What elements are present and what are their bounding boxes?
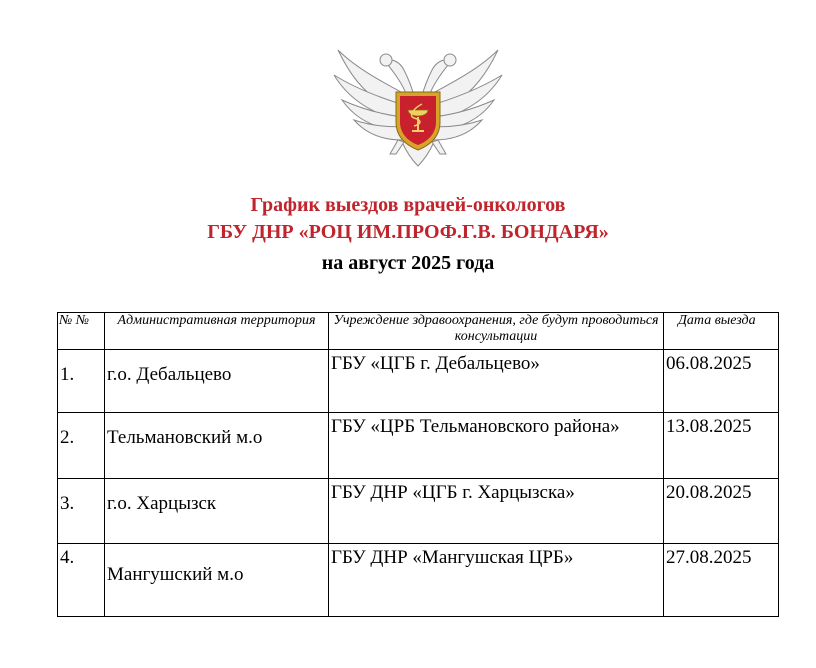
title-line-3: на август 2025 года: [321, 252, 495, 274]
row-date: 06.08.2025: [664, 350, 779, 413]
title-line-2: ГБУ ДНР «РОЦ ИМ.ПРОФ.Г.В. БОНДАРЯ»: [207, 221, 609, 243]
schedule-table: [57, 312, 779, 617]
col-header-institution: Учреждение здравоохранения, где будут проводиться консультации: [329, 313, 664, 350]
row-territory: г.о. Харцызск: [105, 479, 329, 544]
row-number: 2.: [58, 413, 105, 479]
eagle-emblem-icon: [328, 30, 508, 170]
col-header-number: № №: [58, 313, 105, 350]
col-header-territory: Административная территория: [105, 313, 329, 350]
col-header-date: Дата выезда: [664, 313, 779, 350]
row-territory: г.о. Дебальцево: [105, 350, 329, 413]
row-date: 13.08.2025: [664, 413, 779, 479]
row-territory: Тельмановский м.о: [105, 413, 329, 479]
table-row: [58, 413, 779, 479]
row-institution: ГБУ «ЦРБ Тельмановского района»: [329, 413, 664, 479]
table-row: [58, 350, 779, 413]
row-institution: ГБУ «ЦГБ г. Дебальцево»: [329, 350, 664, 413]
row-date: 20.08.2025: [664, 479, 779, 544]
row-institution: ГБУ ДНР «Мангушская ЦРБ»: [329, 544, 664, 617]
table-header-row: [58, 313, 779, 350]
table-row: [58, 544, 779, 617]
row-institution: ГБУ ДНР «ЦГБ г. Харцызска»: [329, 479, 664, 544]
row-date: 27.08.2025: [664, 544, 779, 617]
row-number: 1.: [58, 350, 105, 413]
title-line-1: График выездов врачей-онкологов: [250, 194, 566, 216]
row-territory: Мангушский м.о: [105, 544, 329, 617]
table-row: [58, 479, 779, 544]
row-number: 3.: [58, 479, 105, 544]
row-number: 4.: [58, 544, 105, 617]
